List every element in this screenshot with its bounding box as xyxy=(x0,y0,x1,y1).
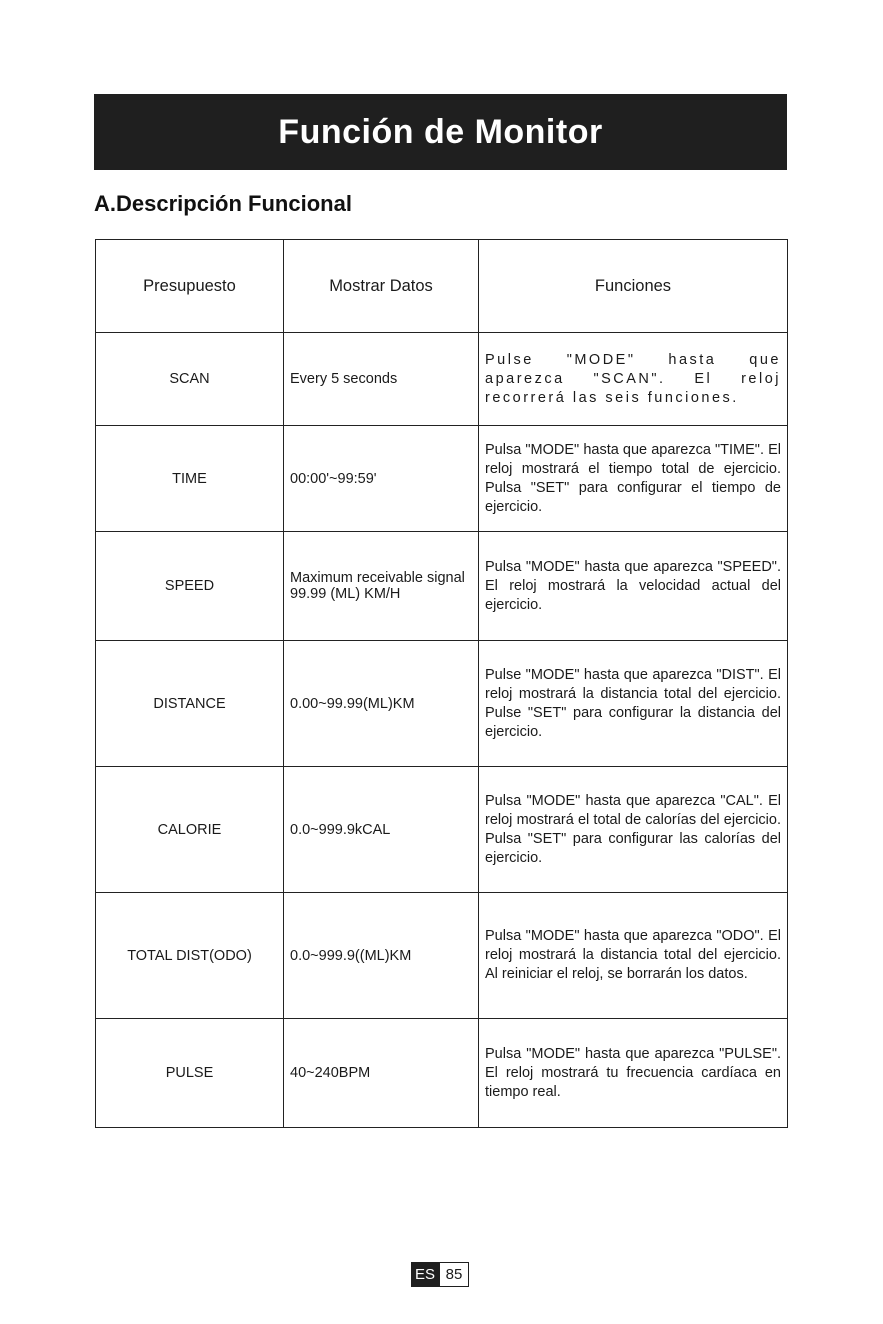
table-row xyxy=(96,893,788,1019)
column-header-preset: Presupuesto xyxy=(96,240,284,333)
page-title: Función de Monitor xyxy=(278,112,603,151)
function-cell: Pulsa "MODE" hasta que aparezca "CAL". El reloj mostrará el total de calorías del ejercicio. Pulsa "SET" para configurar las calorías del ejercicio. xyxy=(479,767,788,893)
function-cell: Pulsa "MODE" hasta que aparezca "TIME". El reloj mostrará el tiempo total de ejercicio. Pulsa "SET" para configurar el tiempo de ejercicio. xyxy=(479,426,788,532)
table-row xyxy=(96,532,788,641)
column-header-data: Mostrar Datos xyxy=(284,240,479,333)
page-title-banner xyxy=(94,94,787,170)
function-cell: Pulsa "MODE" hasta que aparezca "ODO". El reloj mostrará la distancia total del ejercicio. Al reiniciar el reloj, se borrarán los datos. xyxy=(479,893,788,1019)
table-row xyxy=(96,426,788,532)
column-header-functions: Funciones xyxy=(479,240,788,333)
data-cell: 00:00'~99:59' xyxy=(284,426,479,532)
preset-cell: CALORIE xyxy=(96,767,284,893)
function-cell: Pulse "MODE" hasta que aparezca "SCAN". El reloj recorrerá las seis funciones. xyxy=(479,333,788,426)
page-number: 85 xyxy=(439,1262,469,1287)
table-row xyxy=(96,1019,788,1128)
preset-cell: TIME xyxy=(96,426,284,532)
table-row xyxy=(96,767,788,893)
section-title: A.Descripción Funcional xyxy=(94,191,352,216)
table-row xyxy=(96,333,788,426)
preset-cell: SCAN xyxy=(96,333,284,426)
preset-cell: SPEED xyxy=(96,532,284,641)
data-cell: 0.0~999.9kCAL xyxy=(284,767,479,893)
data-cell: 40~240BPM xyxy=(284,1019,479,1128)
table-row xyxy=(96,641,788,767)
preset-cell: PULSE xyxy=(96,1019,284,1128)
page-footer xyxy=(411,1262,469,1287)
data-cell: Maximum receivable signal 99.99 (ML) KM/H xyxy=(284,532,479,641)
data-cell: Every 5 seconds xyxy=(284,333,479,426)
data-cell: 0.00~99.99(ML)KM xyxy=(284,641,479,767)
function-cell: Pulse "MODE" hasta que aparezca "DIST". El reloj mostrará la distancia total del ejercicio. Pulse "SET" para configurar la distancia del ejercicio. xyxy=(479,641,788,767)
language-badge: ES xyxy=(411,1262,439,1287)
preset-cell: DISTANCE xyxy=(96,641,284,767)
function-cell: Pulsa "MODE" hasta que aparezca "PULSE". El reloj mostrará tu frecuencia cardíaca en tiempo real. xyxy=(479,1019,788,1128)
data-cell: 0.0~999.9((ML)KM xyxy=(284,893,479,1019)
function-table xyxy=(95,239,788,1128)
preset-cell: TOTAL DIST(ODO) xyxy=(96,893,284,1019)
table-header-row xyxy=(96,240,788,333)
function-cell: Pulsa "MODE" hasta que aparezca "SPEED". El reloj mostrará la velocidad actual del ejercicio. xyxy=(479,532,788,641)
